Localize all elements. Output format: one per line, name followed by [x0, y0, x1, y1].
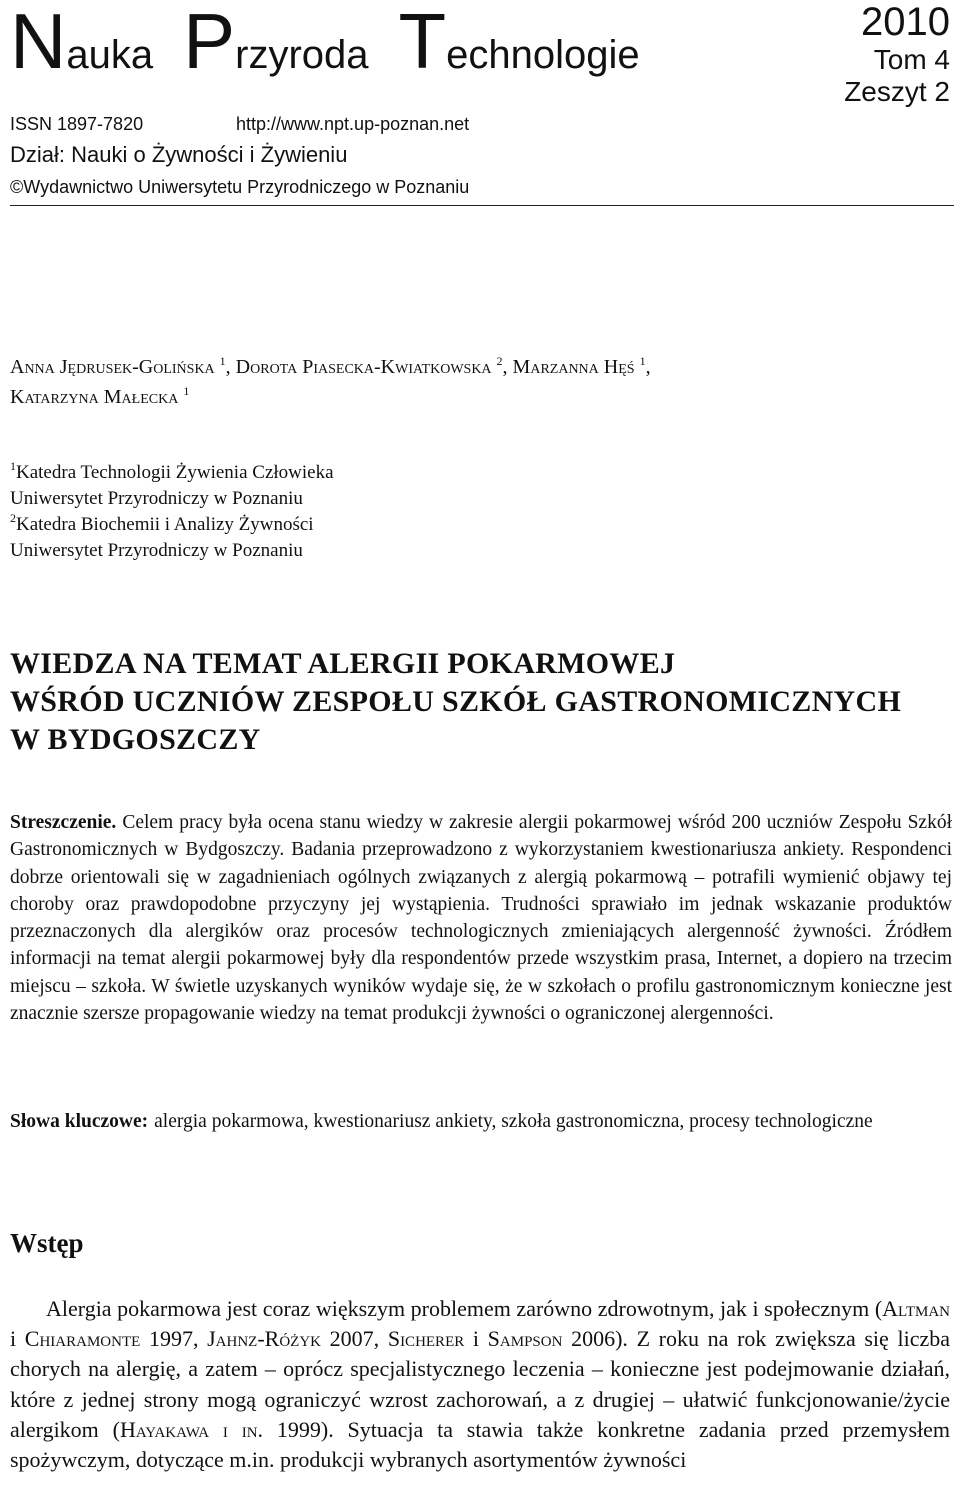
- section-heading: Wstęp: [10, 1228, 84, 1258]
- issue-info: [844, 0, 950, 108]
- copyright-text: Wydawnictwo Uniwersytetu Przyrodniczego w Poznaniu: [23, 177, 470, 197]
- header-divider: [10, 205, 954, 206]
- intro-text: 2007,: [321, 1326, 388, 1352]
- citation: Chiaramonte: [24, 1326, 141, 1352]
- intro-text: 1997,: [140, 1326, 208, 1352]
- author-affiliation-mark: 1: [183, 384, 190, 398]
- affiliation-dept: Katedra Biochemii i Analizy Żywności: [16, 514, 314, 535]
- keywords-text: alergia pokarmowa, kwestionariusz ankiety, szkoła gastronomiczna, procesy technologiczne: [154, 1111, 873, 1132]
- author-name: Dorota Piasecka-Kwiatkowska: [235, 356, 492, 378]
- author-list: Anna Jędrusek-Golińska $^1$, Dorota Piasecka-Kwiatkowska $^2$, Marzanna Hęś $^1$, Katarzyna Małecka $^1$: [10, 354, 651, 408]
- affiliation-university: Uniwersytet Przyrodniczy w Poznaniu: [10, 540, 303, 561]
- copyright-icon: ©: [10, 177, 24, 197]
- citation: Altman: [882, 1296, 950, 1321]
- journal-section: Dział: Nauki o Żywności i Żywieniu: [10, 142, 348, 167]
- title-line: WIEDZA NA TEMAT ALERGII POKARMOWEJ: [10, 647, 676, 680]
- year: 2010: [861, 0, 950, 44]
- issn: ISSN 1897-7820: [10, 114, 144, 134]
- abstract: [10, 809, 952, 1027]
- intro-text: i: [464, 1326, 488, 1352]
- journal-title-word: rzyroda: [235, 33, 369, 77]
- affiliation-mark: 1: [10, 459, 16, 473]
- journal-title-word: echnologie: [446, 33, 640, 77]
- intro-text: Alergia pokarmowa jest coraz większym problemem zarówno zdrowotnym, jak i społecznym (: [46, 1296, 883, 1321]
- author-affiliation-mark: 1: [639, 354, 646, 368]
- affiliations: [10, 460, 910, 564]
- intro-text: i: [10, 1326, 25, 1352]
- journal-title-initial: T: [398, 0, 447, 85]
- affiliation-mark: 2: [10, 511, 16, 525]
- abstract-label: Streszczenie.: [10, 812, 117, 833]
- issue: Zeszyt 2: [844, 76, 950, 107]
- author-name: Katarzyna Małecka: [10, 386, 179, 408]
- keywords: [10, 1108, 952, 1136]
- paper-title: [10, 645, 950, 759]
- title-line: W BYDGOSZCZY: [10, 723, 261, 756]
- citation: Sicherer: [387, 1326, 465, 1352]
- keywords-label: Słowa kluczowe:: [10, 1111, 149, 1132]
- journal-title-initial: P: [183, 0, 236, 85]
- citation: Hayakawa i in.: [119, 1416, 264, 1442]
- affiliation-dept: Katedra Technologii Żywienia Człowieka: [16, 462, 334, 483]
- abstract-text: Celem pracy była ocena stanu wiedzy w zakresie alergii pokarmowej wśród 200 uczniów Zespołu Szkół Gastronomicznych w Bydgoszczy. Badania przeprowadzono z wykorzystaniem kwestionariusza ankiety. Respondenci dobrze orientowali się w zagadnieniach ogólnych związanych z alergią pokarmową – potrafili wymienić objawy tej choroby oraz prawdopodobne przyczyny jej wystąpienia. Trudności sprawiało im jednak wskazanie produktów przeznaczonych dla alergików oraz procesów technologicznych zmieniających alergenność żywności. Źródłem informacji na temat alergii pokarmowej były dla respondentów przede wszystkim prasa, Internet, a dopiero na trzecim miejscu – szkoła. W świetle uzyskanych wyników wydaje się, że w szkołach o profilu gastronomicznym konieczne jest znacznie szersze propagowanie wiedzy na temat produkcji żywności o ograniczonej alergenności.: [10, 812, 953, 1025]
- citation: Jahnz-Różyk: [207, 1326, 321, 1352]
- journal-title: [10, 0, 670, 85]
- volume: Tom 4: [873, 44, 950, 75]
- intro-text: 1999). Sytuacja ta stawia także konkretne zadania przed przemysłem spożywczym, dotyczące m.in. produkcji wybranych asortymentów żywności: [10, 1416, 951, 1473]
- citation: Sampson: [487, 1326, 563, 1352]
- intro-paragraph: [10, 1294, 950, 1475]
- copyright: [10, 177, 469, 198]
- journal-header: [10, 0, 954, 210]
- title-line: WŚRÓD UCZNIÓW ZESPOŁU SZKÓŁ GASTRONOMICZNYCH: [10, 685, 902, 718]
- journal-title-initial: N: [10, 0, 67, 85]
- journal-url[interactable]: http://www.npt.up-poznan.net: [236, 114, 470, 134]
- affiliation-university: Uniwersytet Przyrodniczy w Poznaniu: [10, 488, 303, 509]
- intro-text: 2006). Z roku na rok zwiększa się liczba chorych na alergię, a zatem – oprócz specjalistycznego leczenia – konieczne jest podejmowanie działań, które z jednej strony mogą ograniczyć wzrost zachorowań, a z drugiej – ułatwić funkcjonowanie/życie alergikom (: [10, 1326, 950, 1442]
- author-affiliation-mark: 2: [496, 354, 503, 368]
- author-name: Anna Jędrusek-Golińska: [10, 356, 215, 378]
- journal-title-word: auka: [66, 33, 154, 77]
- author-name: Marzanna Hęś: [512, 356, 635, 378]
- author-affiliation-mark: 1: [219, 354, 226, 368]
